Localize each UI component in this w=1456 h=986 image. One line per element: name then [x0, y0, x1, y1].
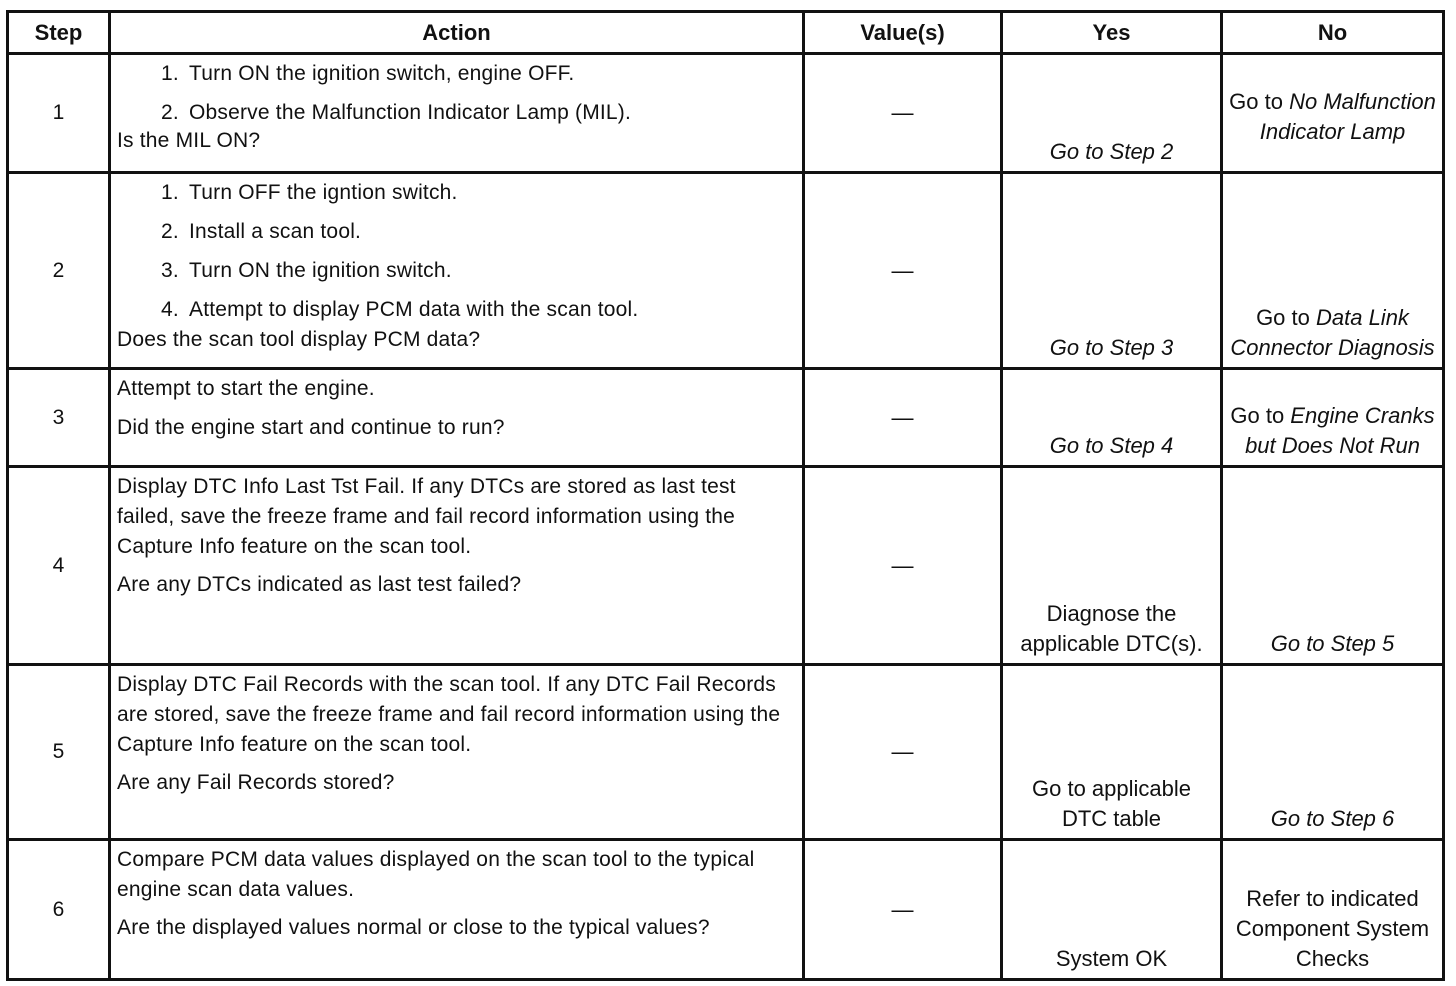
step-number: 6 [8, 840, 110, 980]
step-number: 3 [8, 369, 110, 467]
action-cell [110, 173, 804, 369]
value-cell: — [804, 467, 1002, 665]
no-prefix: Go to [1229, 89, 1290, 114]
step-column-header: Step [8, 12, 110, 54]
yes-cell [1002, 173, 1222, 369]
no-link-text[interactable]: Data Link Connector Diagnosis [1230, 305, 1435, 360]
action-question: Are the displayed values normal or close to the typical values? [117, 916, 710, 939]
step-number: 5 [8, 665, 110, 840]
yes-cell [1002, 369, 1222, 467]
action-step: 2. Install a scan tool. [185, 217, 796, 247]
no-link-text[interactable]: Go to Step 5 [1270, 631, 1395, 656]
action-cell [110, 467, 804, 665]
action-cell [110, 665, 804, 840]
yes-cell: Go to applicable DTC table [1002, 665, 1222, 840]
action-steps-list [117, 178, 796, 325]
no-column-header: No [1222, 12, 1444, 54]
action-cell [110, 54, 804, 173]
action-text: Display DTC Fail Records with the scan tool. If any DTC Fail Records are stored, save the freeze frame and fail record information using the Capture Info feature on the scan tool. [117, 673, 781, 756]
action-text: Attempt to start the engine. [117, 377, 375, 400]
table-row [8, 369, 1444, 467]
diagnostic-table-container [6, 10, 1445, 981]
action-steps-list [117, 59, 796, 128]
action-question: Did the engine start and continue to run? [117, 416, 505, 439]
table-row [8, 173, 1444, 369]
table-row [8, 840, 1444, 980]
action-step: 4. Attempt to display PCM data with the scan tool. [185, 295, 796, 325]
action-step: 3. Turn ON the ignition switch. [185, 256, 796, 286]
header-row [8, 12, 1444, 54]
no-prefix: Go to [1230, 403, 1291, 428]
table-row [8, 54, 1444, 173]
yes-cell [1002, 54, 1222, 173]
no-link-text[interactable]: Engine Cranks but Does Not Run [1245, 403, 1435, 458]
action-question: Are any DTCs indicated as last test failed? [117, 573, 522, 596]
no-cell [1222, 54, 1444, 173]
no-cell [1222, 173, 1444, 369]
yes-link-text[interactable]: Go to Step 4 [1049, 433, 1174, 458]
action-question: Are any Fail Records stored? [117, 771, 395, 794]
action-text: Compare PCM data values displayed on the scan tool to the typical engine scan data values. [117, 848, 755, 901]
step-number: 2 [8, 173, 110, 369]
action-step: 1. Turn ON the ignition switch, engine OFF. [185, 59, 796, 89]
table-row [8, 665, 1444, 840]
yes-link-text[interactable]: Go to Step 3 [1049, 335, 1174, 360]
action-step: 2. Observe the Malfunction Indicator Lamp (MIL). [185, 98, 796, 128]
yes-link-text[interactable]: Go to Step 2 [1049, 139, 1174, 164]
no-prefix: Go to [1256, 305, 1316, 330]
action-text: Display DTC Info Last Tst Fail. If any DTCs are stored as last test failed, save the freeze frame and fail record information using the Capture Info feature on the scan tool. [117, 475, 736, 558]
value-cell: — [804, 369, 1002, 467]
step-number: 1 [8, 54, 110, 173]
no-link-text[interactable]: Go to Step 6 [1270, 806, 1395, 831]
action-column-header: Action [110, 12, 804, 54]
diagnostic-table [6, 10, 1445, 981]
no-cell [1222, 665, 1444, 840]
no-link-text[interactable]: No Malfunction Indicator Lamp [1259, 89, 1436, 144]
values-column-header: Value(s) [804, 12, 1002, 54]
action-cell [110, 840, 804, 980]
action-question: Does the scan tool display PCM data? [117, 328, 481, 351]
table-row [8, 467, 1444, 665]
no-cell: Refer to indicated Component System Checks [1222, 840, 1444, 980]
yes-column-header: Yes [1002, 12, 1222, 54]
step-number: 4 [8, 467, 110, 665]
yes-cell: System OK [1002, 840, 1222, 980]
action-step: 1. Turn OFF the igntion switch. [185, 178, 796, 208]
action-cell [110, 369, 804, 467]
value-cell: — [804, 840, 1002, 980]
value-cell: — [804, 173, 1002, 369]
action-question: Is the MIL ON? [117, 129, 261, 152]
no-cell [1222, 467, 1444, 665]
no-cell [1222, 369, 1444, 467]
value-cell: — [804, 665, 1002, 840]
yes-cell: Diagnose the applicable DTC(s). [1002, 467, 1222, 665]
value-cell: — [804, 54, 1002, 173]
